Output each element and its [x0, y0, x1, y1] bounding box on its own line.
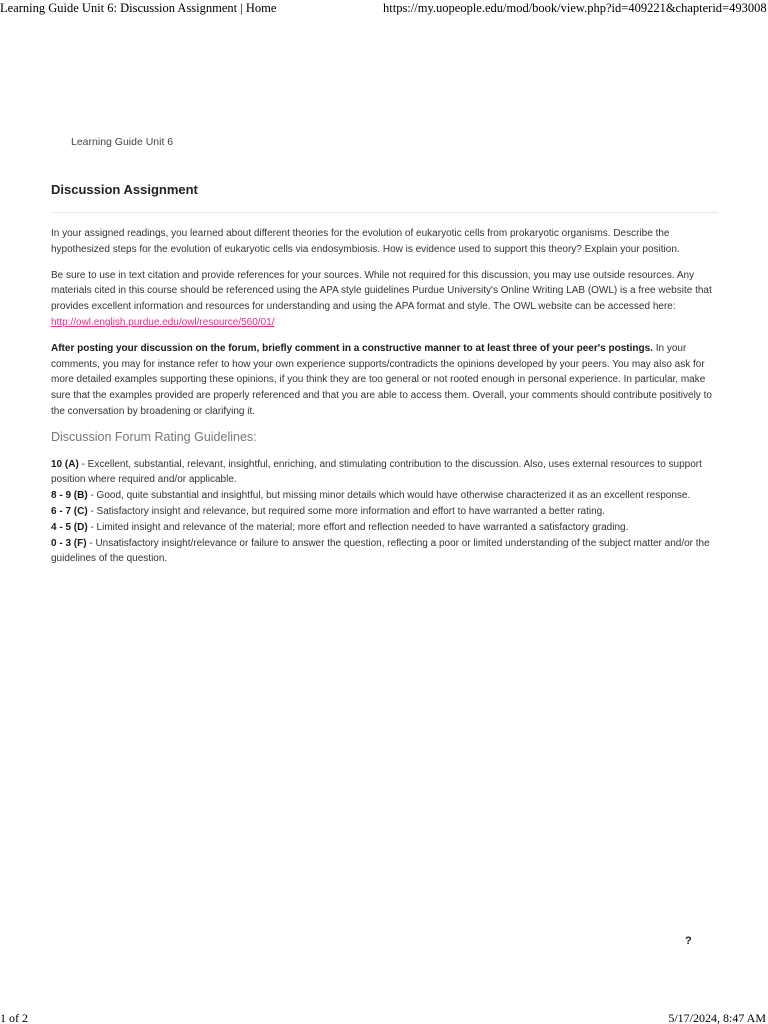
citation-text: Be sure to use in text citation and provide references for your sources. While not required for this discussion, you may use outside resources. Any materials cited in this course should be referenced using the APA style guidelines Purdue University's Online Writing LAB (OWL) is a free website that provides excellent information and resources for understanding and using the APA format and style. The OWL website can be accessed here:: [51, 269, 712, 313]
rating-item-f: [51, 536, 721, 568]
rating-guidelines-list: [51, 457, 721, 568]
rating-description: - Unsatisfactory insight/relevance or failure to answer the question, reflecting a poor or limited understanding of the subject matter and/or the guidelines of the question.: [51, 537, 710, 565]
peer-comment-text: In your comments, you may for instance refer to how your own experience supports/contradicts the opinions developed by your peers. You may also ask for more detailed examples supporting these opinions, if you think they are too general or not rooted enough in personal experience. In particular, make sure that the examples provided are properly referenced and that you are able to access them. Overall, your comments should contribute positively to the conversation by broadening or clarifying it.: [51, 342, 712, 417]
help-icon[interactable]: ?: [685, 935, 692, 947]
rating-grade: 0 - 3 (F): [51, 537, 87, 549]
print-footer: [0, 1011, 768, 1024]
rating-description: - Limited insight and relevance of the material; more effort and reflection needed to have warranted a satisfactory grading.: [87, 521, 629, 533]
print-datetime: 5/17/2024, 8:47 AM: [668, 1011, 766, 1024]
page-title: Discussion Assignment: [51, 182, 198, 197]
rating-item-b: [51, 488, 721, 504]
assignment-content: [51, 226, 721, 567]
rating-item-c: [51, 504, 721, 520]
peer-comment-paragraph: [51, 341, 721, 420]
peer-comment-emphasis: After posting your discussion on the forum, briefly comment in a constructive manner to at least three of your peer's postings.: [51, 342, 653, 354]
rating-grade: 10 (A): [51, 458, 79, 470]
rating-grade: 6 - 7 (C): [51, 505, 88, 517]
page-number: 1 of 2: [0, 1011, 28, 1024]
rating-description: - Good, quite substantial and insightful, but missing minor details which would have otherwise characterized it as an excellent response.: [87, 490, 691, 502]
rating-description: - Excellent, substantial, relevant, insightful, enriching, and stimulating contribution to the discussion. Also, uses external resources to support position where required and/or applicable.: [51, 458, 702, 486]
instructions-paragraph: In your assigned readings, you learned about different theories for the evolution of eukaryotic cells from prokaryotic organisms. Describe the hypothesized steps for the evolution of eukaryotic cells via endosymbiosis. How is evidence used to support this theory? Explain your position.: [51, 228, 680, 255]
breadcrumb[interactable]: Learning Guide Unit 6: [71, 136, 174, 148]
rating-grade: 8 - 9 (B): [51, 490, 88, 502]
rating-description: - Satisfactory insight and relevance, but required some more information and effort to have warranted a better rating.: [87, 505, 605, 517]
rating-item-d: [51, 520, 721, 536]
print-header: [0, 0, 768, 16]
title-divider: [51, 212, 718, 213]
print-header-title: Learning Guide Unit 6: Discussion Assignment | Home: [0, 1, 277, 15]
owl-resource-link[interactable]: http://owl.english.purdue.edu/owl/resource/560/01/: [51, 316, 275, 328]
rating-grade: 4 - 5 (D): [51, 521, 88, 533]
print-header-url: https://my.uopeople.edu/mod/book/view.php?id=409221&chapterid=493008: [383, 1, 767, 15]
rating-item-a: [51, 457, 721, 489]
rating-guidelines-heading: Discussion Forum Rating Guidelines:: [51, 429, 257, 444]
citation-paragraph: [51, 268, 721, 331]
